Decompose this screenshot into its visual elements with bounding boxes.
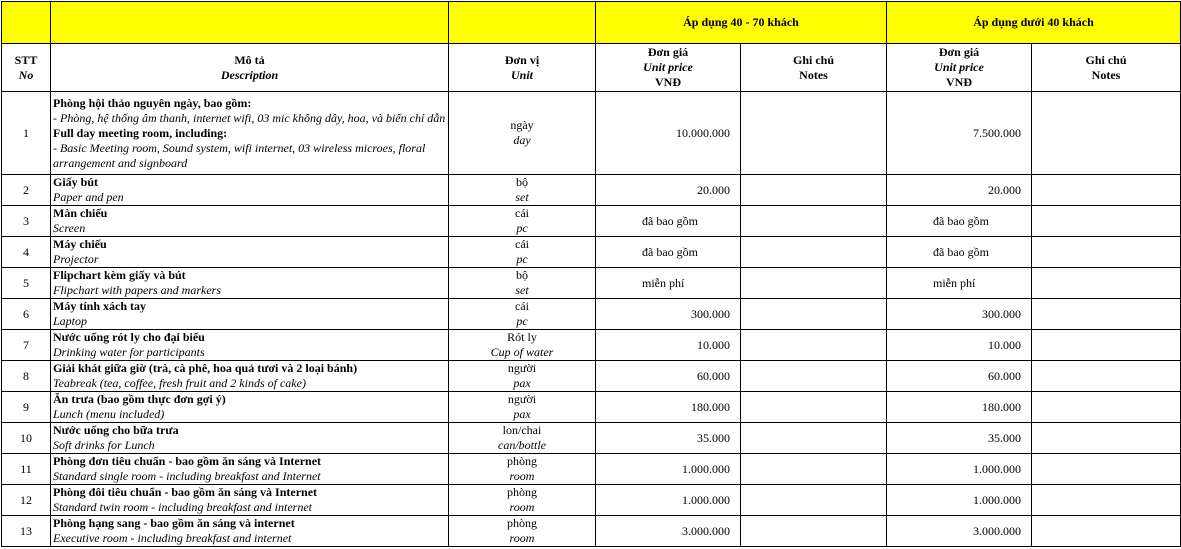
row-title-vi: Máy tính xách tay — [53, 299, 146, 313]
row-number: 4 — [2, 237, 51, 268]
table-row — [2, 299, 1181, 330]
row-price-a: miễn phí — [596, 268, 741, 299]
row-detail-vi: - Phòng, hệ thống âm thanh, internet wifi, 03 mic không dây, hoa, và biển chỉ dẫn — [53, 110, 446, 125]
table-row — [2, 206, 1181, 237]
row-title-en: Screen — [53, 221, 86, 235]
table-body — [2, 175, 1181, 547]
row-description — [51, 423, 449, 454]
row-unit-vi: bộ — [516, 268, 528, 282]
row-price-b: miễn phí — [887, 268, 1032, 299]
header-price-en: Unit price — [934, 60, 984, 74]
row-title-vi: Máy chiếu — [53, 237, 107, 251]
row-unit-vi: phòng — [507, 516, 537, 530]
header-price-b — [887, 44, 1032, 92]
row-number: 8 — [2, 361, 51, 392]
row-description — [51, 454, 449, 485]
row-price-a: 3.000.000 — [596, 516, 741, 547]
row-unit — [449, 268, 596, 299]
header-desc-vi: Mô tả — [234, 52, 265, 67]
row-title-en: Drinking water for participants — [53, 345, 205, 359]
row-title-vi: Giấy bút — [53, 175, 99, 189]
header-price-vi: Đơn giá — [647, 45, 689, 59]
table-row — [2, 392, 1181, 423]
row-note-b — [1032, 516, 1181, 547]
row-note-a — [741, 485, 887, 516]
row-unit — [449, 330, 596, 361]
row-unit — [449, 392, 596, 423]
row-note-a — [741, 361, 887, 392]
row-note-b — [1032, 206, 1181, 237]
header-blank-cell — [449, 2, 596, 44]
row-title-en: Lunch (menu included) — [53, 407, 165, 421]
row-price-b: đã bao gồm — [887, 237, 1032, 268]
row-price-b: 300.000 — [887, 299, 1032, 330]
row-unit-vi: phòng — [507, 485, 537, 499]
row-title-vi: Phòng hội thảo nguyên ngày, bao gồm: — [53, 95, 252, 110]
row-unit-vi: người — [507, 361, 537, 375]
row-title-en: Full day meeting room, including: — [53, 125, 228, 140]
row-price-a: đã bao gồm — [596, 237, 741, 268]
row-unit — [449, 92, 596, 175]
row-number: 11 — [2, 454, 51, 485]
row-note-a — [741, 299, 887, 330]
header-desc-en: Description — [220, 67, 279, 82]
row-note-b — [1032, 330, 1181, 361]
row-price-a: 35.000 — [596, 423, 741, 454]
row-title-vi: Flipchart kèm giấy và bút — [53, 268, 186, 282]
row-note-a — [741, 454, 887, 485]
row-number: 13 — [2, 516, 51, 547]
row-description — [51, 237, 449, 268]
row-title-en: Projector — [53, 252, 99, 266]
row-number: 6 — [2, 299, 51, 330]
row-description — [51, 485, 449, 516]
row-price-b: đã bao gồm — [887, 206, 1032, 237]
row-detail-en-cont: arrangement and signboard — [53, 155, 188, 170]
row-title-vi: Nước uống rót ly cho đại biểu — [53, 330, 205, 344]
row-unit-vi: lon/chai — [502, 423, 542, 437]
row-note-b — [1032, 392, 1181, 423]
row-title-en: Laptop — [53, 314, 88, 328]
row-price-b: 10.000 — [887, 330, 1032, 361]
row-title-en: Teabreak (tea, coffee, fresh fruit and 2 kinds of cake) — [53, 376, 306, 390]
row-note-b — [1032, 361, 1181, 392]
row-title-vi: Phòng đôi tiêu chuẩn - bao gồm ăn sáng và Internet — [53, 485, 318, 499]
header-note-vi: Ghi chú — [792, 52, 834, 67]
column-header-row — [2, 44, 1181, 92]
header-note-vi: Ghi chú — [1085, 52, 1127, 67]
header-unit-en: Unit — [510, 67, 533, 82]
table-row — [2, 423, 1181, 454]
table-row — [2, 330, 1181, 361]
row-unit-vi: ngày — [510, 118, 534, 132]
row-note-b — [1032, 175, 1181, 206]
row-note-a — [741, 330, 887, 361]
row-unit-en: set — [515, 190, 529, 204]
row-title-en: Standard twin room - including breakfast and internet — [53, 500, 312, 514]
header-note-a — [741, 44, 887, 92]
row-note-a — [741, 175, 887, 206]
row-title-en: Paper and pen — [53, 190, 124, 204]
row-price-b: 3.000.000 — [887, 516, 1032, 547]
row-unit-en: pc — [516, 314, 528, 328]
row-number: 12 — [2, 485, 51, 516]
row-note-a — [741, 423, 887, 454]
table-row — [2, 175, 1181, 206]
row-unit — [449, 206, 596, 237]
row-unit-en: day — [513, 133, 531, 147]
row-note-a — [741, 206, 887, 237]
row-price-a: 1.000.000 — [596, 454, 741, 485]
header-stt-en: No — [18, 67, 34, 82]
row-note-a — [741, 268, 887, 299]
row-unit-vi: cái — [515, 206, 529, 220]
row-unit-en: pax — [513, 376, 531, 390]
row-price-a: 10.000 — [596, 330, 741, 361]
row-title-vi: Giải khát giữa giờ (trà, cà phê, hoa quả tươi và 2 loại bánh) — [53, 361, 358, 375]
row-description — [51, 206, 449, 237]
row-unit — [449, 299, 596, 330]
row-note-b — [1032, 268, 1181, 299]
row-number: 2 — [2, 175, 51, 206]
row-price-b: 1.000.000 — [887, 454, 1032, 485]
header-blank-cell — [2, 2, 51, 44]
row-description — [51, 268, 449, 299]
group-header-under-40: Áp dụng dưới 40 khách — [887, 2, 1181, 44]
row-note-a — [741, 92, 887, 175]
row-title-vi: Phòng hạng sang - bao gồm ăn sáng và internet — [53, 516, 295, 530]
row-price-b: 35.000 — [887, 423, 1032, 454]
row-note-b — [1032, 454, 1181, 485]
row-title-en: Flipchart with papers and markers — [53, 283, 221, 297]
row-price-b: 60.000 — [887, 361, 1032, 392]
row-description — [51, 361, 449, 392]
header-note-b — [1032, 44, 1181, 92]
row-description — [51, 516, 449, 547]
row-unit-en: room — [509, 469, 535, 483]
row-unit-en: pax — [513, 407, 531, 421]
header-price-a — [596, 44, 741, 92]
row-price-a: 60.000 — [596, 361, 741, 392]
row-price-a: đã bao gồm — [596, 206, 741, 237]
row-number: 7 — [2, 330, 51, 361]
row-note-b — [1032, 423, 1181, 454]
row-description — [51, 330, 449, 361]
header-unit — [449, 44, 596, 92]
row-number: 9 — [2, 392, 51, 423]
price-table — [1, 1, 1181, 547]
row-unit-en: Cup of water — [490, 345, 554, 359]
row-unit — [449, 175, 596, 206]
row-unit — [449, 361, 596, 392]
row-price-a: 10.000.000 — [596, 92, 741, 175]
row-title-vi: Ăn trưa (bao gồm thực đơn gợi ý) — [53, 392, 226, 406]
row-note-a — [741, 237, 887, 268]
row-unit-en: room — [509, 500, 535, 514]
header-stt-vi: STT — [14, 52, 38, 67]
table-row — [2, 485, 1181, 516]
header-note-en: Notes — [1091, 67, 1121, 82]
row-note-b — [1032, 92, 1181, 175]
row-number: 1 — [2, 92, 51, 175]
row-number: 10 — [2, 423, 51, 454]
row-unit — [449, 485, 596, 516]
row-unit-en: pc — [516, 221, 528, 235]
row-title-vi: Nước uống cho bữa trưa — [53, 423, 179, 437]
row-unit-en: room — [509, 531, 535, 545]
row-unit-vi: cái — [515, 237, 529, 251]
header-note-en: Notes — [799, 67, 828, 82]
header-group-row — [2, 2, 1181, 44]
row-unit — [449, 516, 596, 547]
row-description — [51, 392, 449, 423]
row-title-vi: Phòng đơn tiêu chuẩn - bao gồm ăn sáng và Internet — [53, 454, 322, 468]
header-description — [51, 44, 449, 92]
table-row — [2, 454, 1181, 485]
table-row — [2, 268, 1181, 299]
row-note-a — [741, 516, 887, 547]
row-price-b: 7.500.000 — [887, 92, 1032, 175]
row-price-a: 1.000.000 — [596, 485, 741, 516]
header-price-en: Unit price — [643, 60, 693, 74]
row-note-b — [1032, 485, 1181, 516]
row-note-b — [1032, 237, 1181, 268]
header-price-currency: VNĐ — [655, 75, 681, 89]
group-header-40-70: Áp dụng 40 - 70 khách — [596, 2, 887, 44]
row-unit-en: pc — [516, 252, 528, 266]
row-price-b: 20.000 — [887, 175, 1032, 206]
row-price-a: 20.000 — [596, 175, 741, 206]
row-unit-en: can/bottle — [498, 438, 546, 452]
row-title-vi: Màn chiếu — [53, 206, 108, 220]
row-unit-vi: người — [507, 392, 537, 406]
header-price-vi: Đơn giá — [938, 45, 980, 59]
row-unit — [449, 423, 596, 454]
header-price-currency: VNĐ — [946, 75, 972, 89]
row-title-en: Standard single room - including breakfast and Internet — [53, 469, 321, 483]
row-unit-vi: bộ — [516, 175, 528, 189]
row-price-b: 1.000.000 — [887, 485, 1032, 516]
table-row — [2, 92, 1181, 175]
row-unit-vi: Rót ly — [507, 330, 537, 344]
row-note-a — [741, 392, 887, 423]
row-unit-vi: phòng — [507, 454, 537, 468]
row-price-a: 180.000 — [596, 392, 741, 423]
table-row — [2, 361, 1181, 392]
table-row — [2, 237, 1181, 268]
row-description — [51, 92, 449, 175]
row-description — [51, 175, 449, 206]
row-title-en: Soft drinks for Lunch — [53, 438, 155, 452]
row-unit-en: set — [515, 283, 529, 297]
header-unit-vi: Đơn vị — [504, 52, 540, 67]
header-stt — [2, 44, 51, 92]
row-unit-vi: cái — [515, 299, 529, 313]
row-unit — [449, 454, 596, 485]
row-note-b — [1032, 299, 1181, 330]
table-row — [2, 516, 1181, 547]
row-title-en: Executive room - including breakfast and internet — [53, 531, 292, 545]
row-description — [51, 299, 449, 330]
header-blank-cell — [51, 2, 449, 44]
row-number: 3 — [2, 206, 51, 237]
row-detail-en: - Basic Meeting room, Sound system, wifi internet, 03 wireless microes, floral — [53, 140, 426, 155]
row-unit — [449, 237, 596, 268]
row-number: 5 — [2, 268, 51, 299]
row-price-a: 300.000 — [596, 299, 741, 330]
row-price-b: 180.000 — [887, 392, 1032, 423]
